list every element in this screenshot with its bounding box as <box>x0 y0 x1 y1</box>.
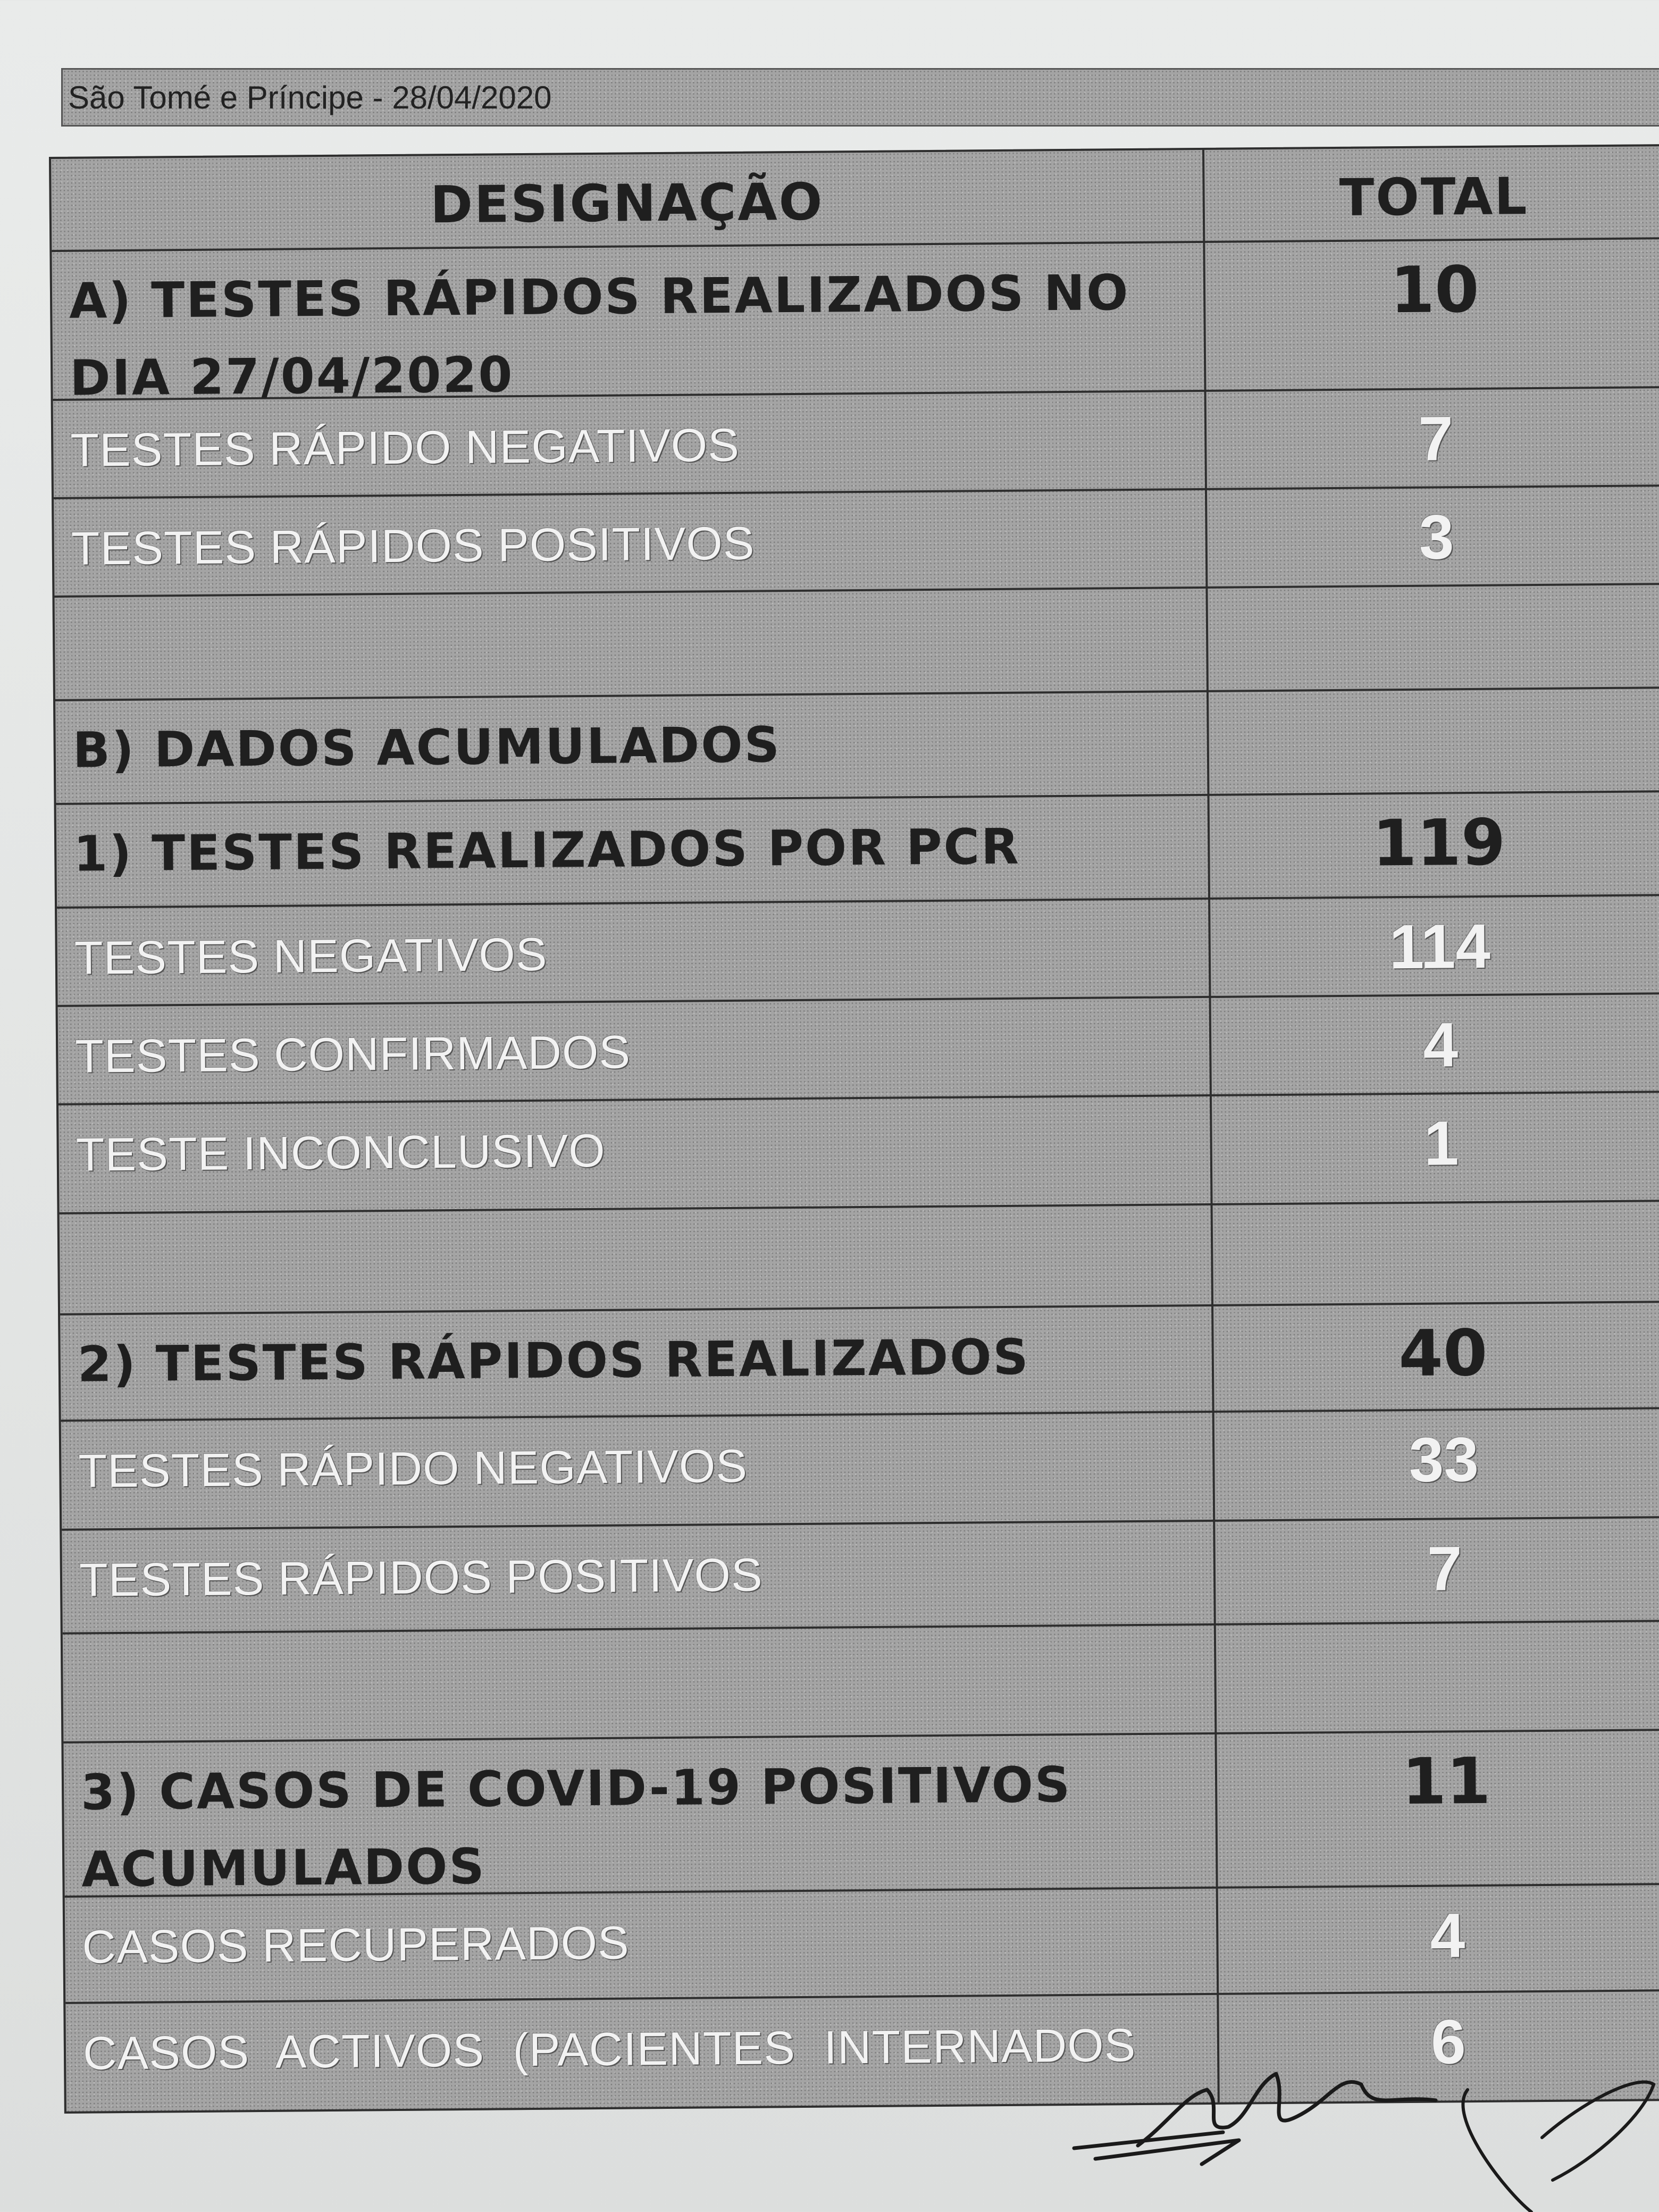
row-value <box>1217 1632 1659 1636</box>
table-row <box>63 1731 1659 1898</box>
row-label: CASOS RECUPERADOS <box>82 1916 630 1973</box>
table-row-empty <box>60 1202 1659 1316</box>
row-label <box>80 1636 1196 1645</box>
table-row <box>58 1093 1659 1214</box>
row-value: 33 <box>1409 1424 1479 1495</box>
table-row <box>58 994 1659 1105</box>
row-label <box>72 599 1188 608</box>
table-row <box>57 896 1659 1007</box>
row-label: TESTES RÁPIDO NEGATIVOS <box>78 1439 748 1497</box>
table-row <box>62 1518 1659 1635</box>
document-header <box>61 68 1659 127</box>
row-value: 10 <box>1390 253 1480 328</box>
row-label: TESTES RÁPIDOS POSITIVOS <box>79 1548 763 1606</box>
row-label <box>77 1216 1193 1225</box>
table-row <box>56 792 1659 909</box>
table-row <box>61 1409 1659 1531</box>
table-row-empty <box>63 1622 1659 1744</box>
row-value: 1 <box>1423 1108 1459 1179</box>
row-value: 6 <box>1430 2007 1467 2077</box>
row-label: TESTES NEGATIVOS <box>74 927 548 984</box>
row-value: 114 <box>1389 911 1491 983</box>
row-value: 3 <box>1419 502 1455 573</box>
report-table <box>49 144 1659 2114</box>
row-label: CASOS ACTIVOS (PACIENTES INTERNADOS <box>82 2018 1136 2080</box>
row-label: TESTES RÁPIDO NEGATIVOS <box>70 418 740 476</box>
table-row <box>52 239 1659 407</box>
row-value: 4 <box>1430 1900 1465 1971</box>
row-value: 7 <box>1427 1534 1463 1604</box>
row-label: 1) TESTES REALIZADOS POR PCR <box>73 818 1021 883</box>
row-label: 2) TESTES RÁPIDOS REALIZADOS <box>77 1328 1030 1393</box>
row-label: TESTES RÁPIDOS POSITIVOS <box>71 516 755 575</box>
table-row <box>60 1303 1659 1422</box>
row-value <box>1209 699 1659 703</box>
table-row <box>65 1885 1659 2004</box>
row-label: TESTE INCONCLUSIVO <box>76 1124 606 1181</box>
column-header-total: TOTAL <box>1339 166 1529 228</box>
row-value: 40 <box>1398 1316 1488 1392</box>
table-row-empty <box>55 585 1659 701</box>
handwritten-signature-icon <box>1063 2052 1659 2212</box>
column-header-designacao: DESIGNAÇÃO <box>430 172 824 235</box>
table-row <box>54 487 1659 598</box>
table-header-row <box>51 146 1659 252</box>
row-value <box>1209 596 1659 599</box>
header-location-date: São Tomé e Príncipe - 28/04/2020 <box>68 80 552 115</box>
row-label: B) DADOS ACUMULADOS <box>72 716 782 779</box>
row-value: 11 <box>1402 1744 1492 1820</box>
table-row <box>53 388 1659 499</box>
row-label: 3) CASOS DE COVID-19 POSITIVOS ACUMULADOS <box>80 1756 1072 1898</box>
table-row-section <box>55 689 1659 805</box>
row-label: TESTES CONFIRMADOS <box>74 1025 631 1083</box>
row-value: 119 <box>1372 806 1506 881</box>
row-value: 7 <box>1418 404 1454 474</box>
row-label: A) TESTES RÁPIDOS REALIZADOS NO DIA 27/04/2020 <box>69 264 1130 407</box>
row-value: 4 <box>1422 1010 1459 1080</box>
row-value <box>1213 1212 1659 1216</box>
